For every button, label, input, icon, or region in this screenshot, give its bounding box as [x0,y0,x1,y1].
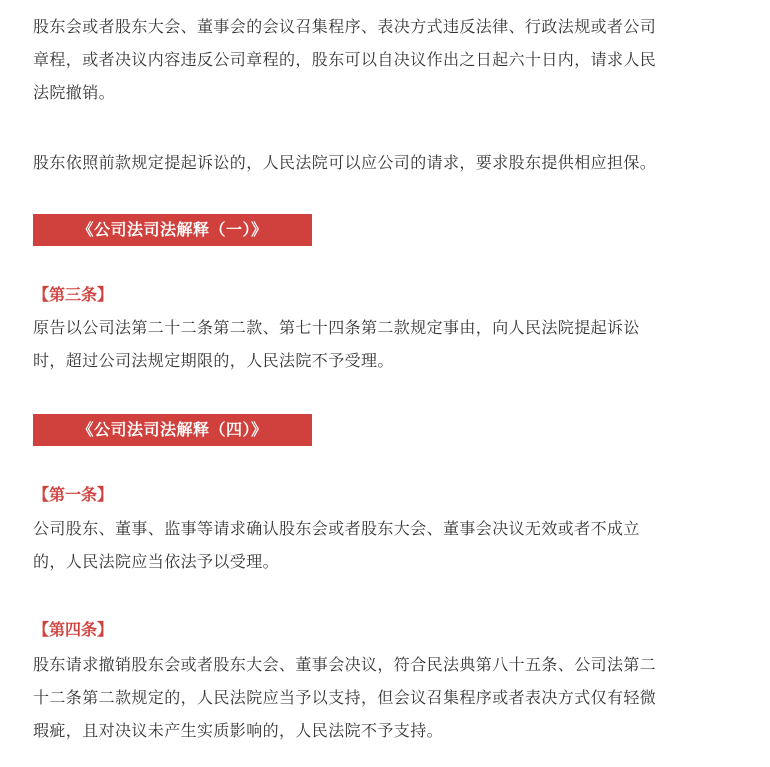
text-line: 原告以公司法第二十二条第二款、第七十四条第二款规定事由，向人民法院提起诉讼 [33,318,640,337]
text-line: 股东会或者股东大会、董事会的会议召集程序、表决方式违反法律、行政法规或者公司 [33,17,657,36]
article-body [33,512,743,578]
intro-paragraph-2 [33,146,743,179]
text-line: 公司股东、董事、监事等请求确认股东会或者股东大会、董事会决议无效或者不成立 [33,519,640,538]
text-line: 股东请求撤销股东会或者股东大会、董事会决议，符合民法典第八十五条、公司法第二 [33,655,657,674]
text-line: 的，人民法院应当依法予以受理。 [33,552,280,571]
text-line: 章程，或者决议内容违反公司章程的，股东可以自决议作出之日起六十日内，请求人民 [33,50,657,69]
section-banner-interpretation-1: 《公司法司法解释（一）》 [33,214,312,246]
text-line: 法院撤销。 [33,83,116,102]
text-line: 时，超过公司法规定期限的，人民法院不予受理。 [33,351,394,370]
text-line: 瑕疵，且对决议未产生实质影响的，人民法院不予支持。 [33,721,444,740]
text-line: 十二条第二款规定的，人民法院应当予以支持，但会议召集程序或者表决方式仅有轻微 [33,688,657,707]
article-heading: 【第四条】 [33,620,114,639]
article-body [33,311,743,377]
article-heading: 【第一条】 [33,485,114,504]
section-banner-interpretation-4: 《公司法司法解释（四）》 [33,414,312,446]
article-heading: 【第三条】 [33,285,114,304]
text-line: 股东依照前款规定提起诉讼的，人民法院可以应公司的请求，要求股东提供相应担保。 [33,153,657,172]
intro-paragraph-1 [33,10,743,109]
article-body [33,648,743,747]
